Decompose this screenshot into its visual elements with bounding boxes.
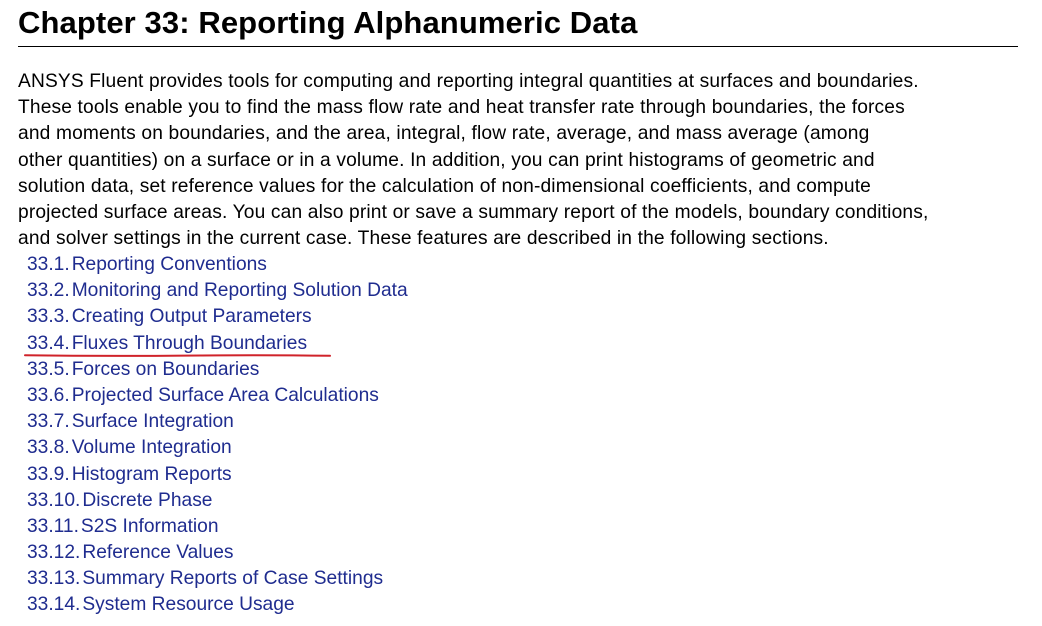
- section-title: Histogram Reports: [71, 463, 232, 485]
- section-title: Forces on Boundaries: [71, 358, 260, 380]
- section-link-33-3[interactable]: [27, 304, 408, 330]
- intro-line: other quantities) on a surface or in a volume. In addition, you can print histograms of geometric and: [18, 149, 875, 171]
- section-title: Creating Output Parameters: [71, 306, 312, 328]
- section-link-33-1[interactable]: [27, 252, 408, 278]
- intro-line: and moments on boundaries, and the area, integral, flow rate, average, and mass average (among: [18, 123, 870, 145]
- section-number: 33.10.: [27, 489, 81, 511]
- section-number: 33.7.: [27, 411, 70, 433]
- section-title: Fluxes Through Boundaries: [71, 332, 308, 354]
- section-title: Reporting Conventions: [71, 254, 267, 275]
- section-number: 33.14.: [27, 594, 81, 616]
- section-title: S2S Information: [80, 515, 219, 537]
- section-number: 33.1.: [27, 254, 70, 275]
- section-title: Summary Reports of Case Settings: [82, 568, 384, 590]
- section-number: 33.9.: [27, 463, 70, 485]
- section-title: Volume Integration: [71, 437, 232, 459]
- section-number: 33.3.: [27, 306, 70, 328]
- intro-line: ANSYS Fluent provides tools for computing and reporting integral quantities at surfaces and boundaries.: [18, 71, 919, 92]
- section-link-33-9[interactable]: [27, 462, 408, 488]
- intro-line: solution data, set reference values for the calculation of non-dimensional coefficients, and compute: [18, 175, 872, 197]
- section-number: 33.12.: [27, 542, 81, 564]
- section-number: 33.5.: [27, 358, 70, 380]
- chapter-title: Chapter 33: Reporting Alphanumeric Data: [18, 5, 638, 40]
- section-number: 33.13.: [27, 568, 81, 590]
- section-title: Discrete Phase: [82, 489, 213, 511]
- section-number: 33.4.: [27, 332, 70, 354]
- section-number: 33.2.: [27, 280, 70, 302]
- section-link-33-12[interactable]: [27, 540, 408, 566]
- intro-paragraph: [18, 69, 928, 252]
- section-title: Reference Values: [82, 542, 234, 564]
- section-number: 33.11.: [27, 515, 79, 537]
- section-title: Surface Integration: [71, 411, 234, 433]
- section-title: System Resource Usage: [82, 594, 295, 616]
- section-link-list: [27, 252, 408, 619]
- intro-line: These tools enable you to find the mass flow rate and heat transfer rate through boundaries, the forces: [18, 97, 905, 119]
- section-link-33-8[interactable]: [27, 435, 408, 461]
- section-title: Monitoring and Reporting Solution Data: [71, 280, 408, 302]
- title-divider: [18, 46, 1018, 47]
- intro-line: and solver settings in the current case. These features are described in the following sections.: [18, 228, 829, 250]
- section-title: Projected Surface Area Calculations: [71, 384, 379, 406]
- section-link-33-14[interactable]: [27, 592, 408, 618]
- section-link-33-2[interactable]: [27, 278, 408, 304]
- section-link-33-11[interactable]: [27, 514, 408, 540]
- section-link-33-10[interactable]: [27, 488, 408, 514]
- section-link-33-4[interactable]: [27, 331, 408, 357]
- section-number: 33.6.: [27, 384, 70, 406]
- section-link-33-5[interactable]: [27, 357, 408, 383]
- intro-line: projected surface areas. You can also print or save a summary report of the models, boundary conditions,: [18, 202, 929, 224]
- section-number: 33.8.: [27, 437, 70, 459]
- section-link-33-6[interactable]: [27, 383, 408, 409]
- section-link-33-13[interactable]: [27, 566, 408, 592]
- section-link-33-7[interactable]: [27, 409, 408, 435]
